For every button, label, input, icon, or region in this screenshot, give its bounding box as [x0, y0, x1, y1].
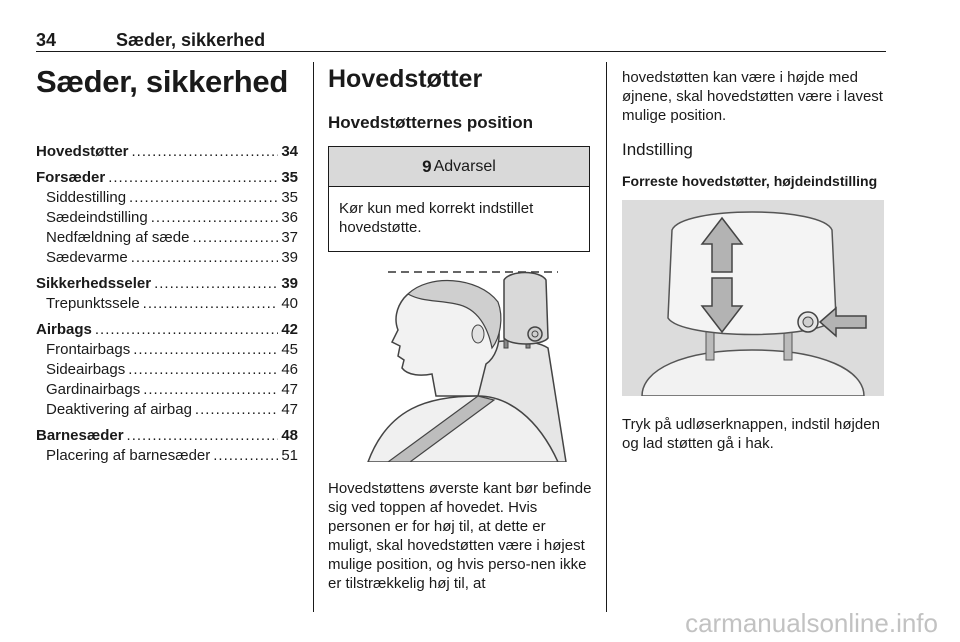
- toc-entry: [36, 208, 298, 228]
- toc-entry-label: Siddestilling: [46, 189, 127, 206]
- toc-entry-label: Sikkerhedsseler: [36, 275, 152, 292]
- toc-leader-dots: [151, 208, 279, 228]
- toc-entry: [36, 142, 298, 162]
- toc-entry: [36, 426, 298, 446]
- toc-entry-label: Hovedstøtter: [36, 143, 129, 160]
- toc-leader-dots: [213, 446, 278, 466]
- continued-paragraph: hovedstøtten kan være i højde med øjnene, skal hovedstøtten være i lavest mulige position.: [622, 69, 883, 124]
- toc-entry-page: 48: [281, 427, 298, 444]
- section-title: Hovedstøtter: [328, 65, 483, 93]
- position-paragraph: Hovedstøttens øverste kant bør befinde sig ved toppen af hovedet. Hvis personen er for høj til, at dette er muligt, skal hovedstøtten være i højest mulige position, og hvis perso-nen ikke er tilstrækkelig høj til, at: [328, 480, 592, 592]
- watermark: carmanualsonline.info: [685, 608, 938, 638]
- toc-entry: [36, 274, 298, 294]
- toc-entry-page: 46: [281, 361, 298, 378]
- table-of-contents: [36, 142, 298, 466]
- toc-leader-dots: [195, 400, 278, 420]
- toc-entry: [36, 294, 298, 314]
- toc-entry-page: 45: [281, 341, 298, 358]
- toc-entry-page: 36: [281, 209, 298, 226]
- warning-title: Advarsel: [433, 157, 496, 175]
- toc-leader-dots: [132, 142, 279, 162]
- headrest-position-illustration: [328, 268, 590, 462]
- toc-leader-dots: [131, 248, 279, 268]
- toc-entry-page: 47: [281, 381, 298, 398]
- toc-entry-page: 51: [281, 447, 298, 464]
- toc-entry-label: Placering af barnesæder: [46, 447, 211, 464]
- toc-entry-label: Sædevarme: [46, 249, 128, 266]
- column-divider-1: [313, 62, 314, 612]
- running-title: Sæder, sikkerhed: [116, 30, 266, 50]
- toc-entry: [36, 400, 298, 420]
- toc-entry-label: Frontairbags: [46, 341, 131, 358]
- toc-entry-page: 39: [281, 275, 298, 292]
- toc-column: [36, 62, 298, 466]
- toc-leader-dots: [129, 188, 278, 208]
- toc-entry-label: Nedfældning af sæde: [46, 229, 190, 246]
- toc-leader-dots: [154, 274, 278, 294]
- toc-leader-dots: [127, 426, 279, 446]
- toc-entry-page: 47: [281, 401, 298, 418]
- page-header: [36, 30, 886, 52]
- toc-leader-dots: [108, 168, 278, 188]
- content-column-1: [328, 62, 592, 593]
- toc-leader-dots: [143, 294, 279, 314]
- toc-entry-label: Gardinairbags: [46, 381, 141, 398]
- page-number: 34: [36, 30, 57, 50]
- toc-entry-page: 35: [281, 169, 298, 186]
- toc-entry: [36, 446, 298, 466]
- adjustment-heading: Indstilling: [622, 140, 693, 159]
- column-divider-2: [606, 62, 607, 612]
- toc-entry-page: 37: [281, 229, 298, 246]
- toc-entry-page: 35: [281, 189, 298, 206]
- headrest-adjustment-illustration: [622, 200, 884, 396]
- toc-entry-label: Forsæder: [36, 169, 106, 186]
- toc-entry-page: 39: [281, 249, 298, 266]
- toc-leader-dots: [95, 320, 278, 340]
- content-column-2: [622, 62, 884, 453]
- toc-leader-dots: [192, 228, 278, 248]
- toc-entry-label: Sædeindstilling: [46, 209, 148, 226]
- toc-entry-label: Deaktivering af airbag: [46, 401, 192, 418]
- chapter-title: Sæder, sikkerhed: [36, 64, 288, 99]
- warning-box: [328, 146, 590, 252]
- toc-entry: [36, 168, 298, 188]
- warning-header: [329, 147, 589, 187]
- toc-leader-dots: [143, 380, 278, 400]
- toc-entry: [36, 188, 298, 208]
- toc-entry-page: 40: [281, 295, 298, 312]
- warning-text: Kør kun med korrekt indstillet hovedstøtte.: [339, 200, 534, 236]
- toc-entry-page: 34: [281, 143, 298, 160]
- toc-entry-label: Trepunktssele: [46, 295, 140, 312]
- toc-leader-dots: [128, 360, 278, 380]
- toc-entry: [36, 380, 298, 400]
- adjustment-paragraph: Tryk på udløserknappen, indstil højden og lad støtten gå i hak.: [622, 416, 880, 452]
- warning-icon: 9: [422, 156, 432, 176]
- toc-entry: [36, 360, 298, 380]
- toc-entry-label: Airbags: [36, 321, 92, 338]
- front-headrest-subheading: Forreste hovedstøtter, højdeindstilling: [622, 173, 878, 189]
- toc-entry-label: Sideairbags: [46, 361, 126, 378]
- section-subtitle: Hovedstøtternes position: [328, 113, 533, 132]
- toc-entry: [36, 228, 298, 248]
- toc-entry-page: 42: [281, 321, 298, 338]
- toc-leader-dots: [133, 340, 278, 360]
- toc-entry: [36, 340, 298, 360]
- toc-entry: [36, 248, 298, 268]
- toc-entry: [36, 320, 298, 340]
- toc-entry-label: Barnesæder: [36, 427, 124, 444]
